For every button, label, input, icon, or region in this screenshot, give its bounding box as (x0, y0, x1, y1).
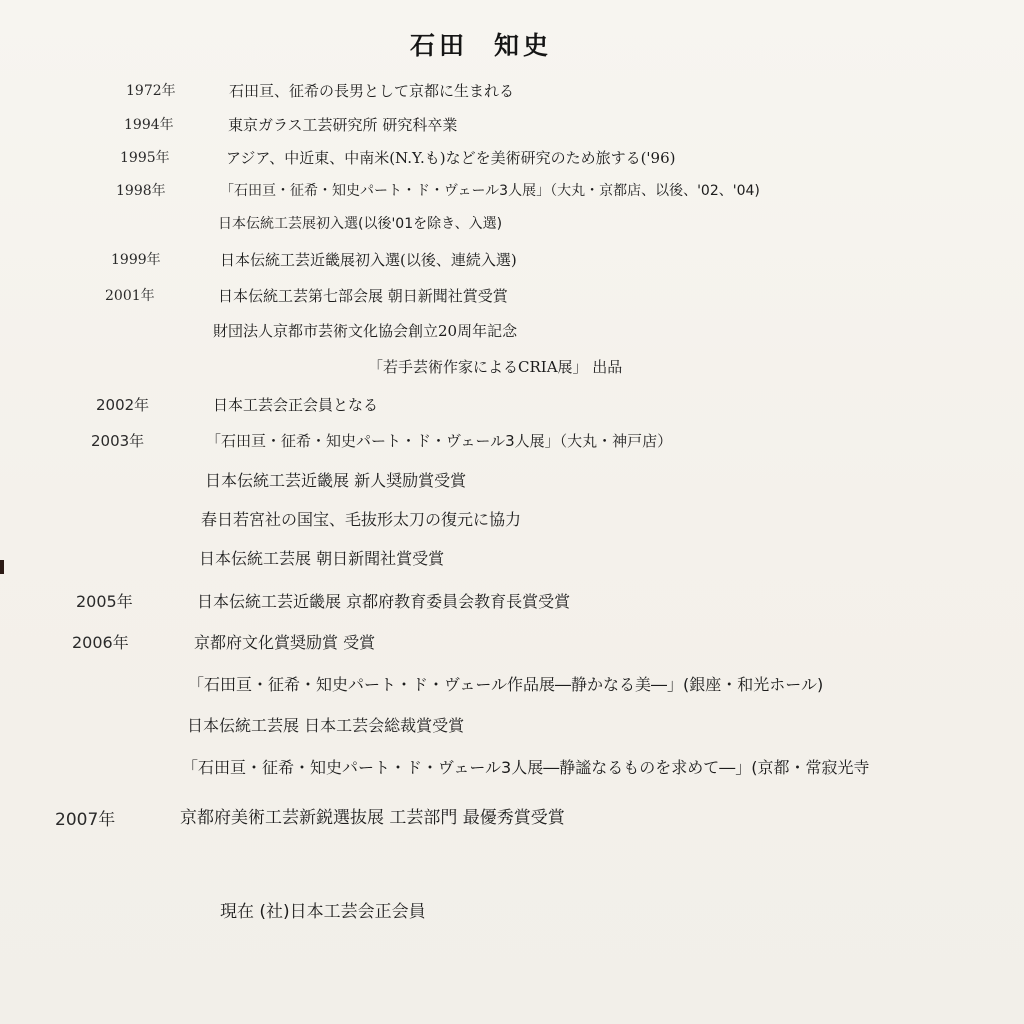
edge-mark (0, 560, 4, 574)
entry-text: 「石田亘・征希・知史パート・ド・ヴェール作品展―静かなる美―」(銀座・和光ホール) (188, 675, 824, 694)
entry-year: 1972年 (126, 83, 176, 99)
entry-text: 「石田亘・征希・知史パート・ド・ヴェール3人展―静謐なるものを求めて―」(京都・常寂光寺 (182, 758, 870, 777)
entry-text: 日本伝統工芸近畿展初入選(以後、連続入選) (220, 251, 517, 269)
entry-year: 1998年 (116, 183, 166, 199)
entry-text: 財団法人京都市芸術文化協会創立20周年記念 (213, 322, 518, 340)
entry-text: 春日若宮社の国宝、毛抜形太刀の復元に協力 (201, 510, 522, 529)
current-status: 現在 (社)日本工芸会正会員 (220, 902, 426, 922)
entry-year: 2005年 (76, 592, 133, 611)
entry-year: 2006年 (72, 633, 129, 652)
entry-text: 「石田亘・征希・知史パート・ド・ヴェール3人展」（大丸・神戸店） (206, 432, 673, 450)
entry-text: アジア、中近東、中南米(N.Y.も)などを美術研究のため旅する('96) (226, 149, 676, 167)
entry-text: 京都府文化賞奨励賞 受賞 (194, 633, 376, 652)
entry-year: 2002年 (96, 396, 150, 414)
entry-text: 日本伝統工芸展初入選(以後'01を除き、入選) (218, 216, 503, 232)
entry-text: 日本伝統工芸近畿展 京都府教育委員会教育長賞受賞 (197, 592, 571, 611)
document-title (410, 26, 552, 62)
entry-text: 「若手芸術作家によるCRIA展」 出品 (368, 358, 623, 376)
entry-text: 石田亘、征希の長男として京都に生まれる (229, 82, 515, 100)
entry-text: 日本伝統工芸第七部会展 朝日新聞社賞受賞 (218, 287, 508, 305)
entry-year: 1999年 (111, 252, 161, 268)
entry-year: 1994年 (124, 117, 174, 133)
title-given-name: 知史 (494, 31, 553, 60)
entry-text: 京都府美術工芸新鋭選抜展 工芸部門 最優秀賞受賞 (180, 808, 565, 828)
entry-text: 日本伝統工芸近畿展 新人奨励賞受賞 (205, 471, 467, 490)
entry-text: 日本伝統工芸展 日本工芸会総裁賞受賞 (187, 716, 465, 735)
entry-text: 日本伝統工芸展 朝日新聞社賞受賞 (199, 549, 445, 568)
entry-year: 2007年 (55, 810, 116, 830)
title-surname: 石田 (410, 31, 469, 60)
entry-text: 日本工芸会正会員となる (213, 396, 379, 414)
entry-year: 2001年 (105, 288, 155, 304)
entry-text: 東京ガラス工芸研究所 研究科卒業 (228, 116, 458, 134)
entry-year: 1995年 (120, 150, 170, 166)
entry-text: 「石田亘・征希・知史パート・ド・ヴェール3人展」（大丸・京都店、以後、'02、'04) (220, 183, 760, 199)
entry-year: 2003年 (91, 432, 145, 450)
